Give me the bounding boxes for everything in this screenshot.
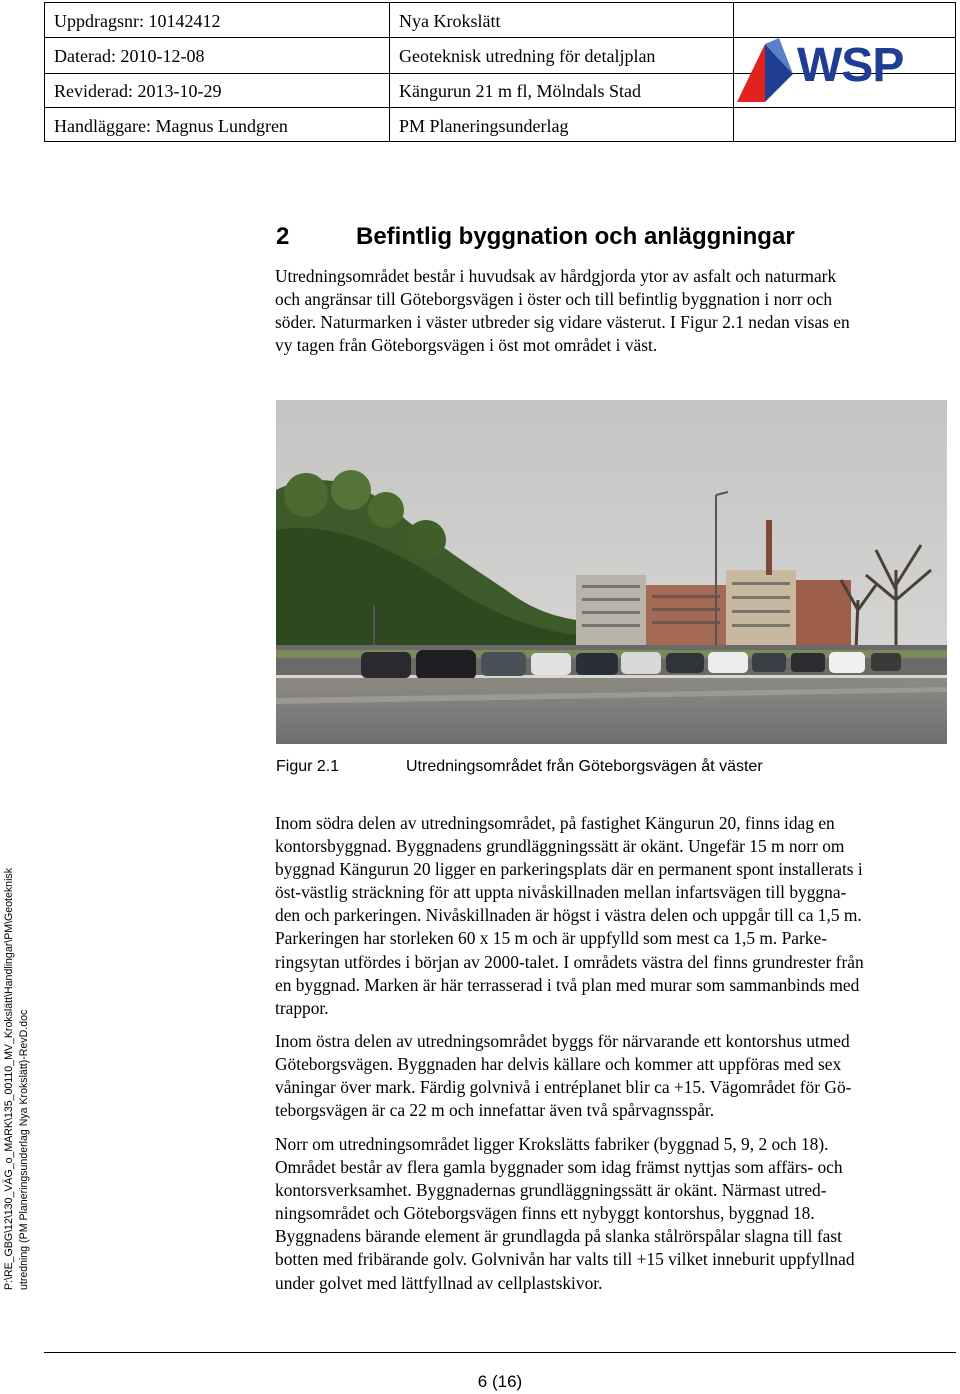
revised: Reviderad: 2013-10-29 [54,81,222,101]
wsp-logo-text: WSP [797,39,904,92]
text-line: Parkeringen har storleken 60 x 15 m och är uppfylld som mest ca 1,5 m. Parke- [275,928,828,949]
text-line: trappor. [275,997,329,1018]
text-line: söder. Naturmarken i väster utbreder sig vidare västerut. I Figur 2.1 nedan visas en [275,312,850,333]
text-line: under golvet med lättfyllnad av cellplastskivor. [275,1272,603,1293]
wsp-logo [735,36,925,104]
text-line: Norr om utredningsområdet ligger Krokslätts fabriker (byggnad 5, 9, 2 och 18). [275,1134,829,1154]
text-line: våningar över mark. Färdig golvnivå i entréplanet blir ca +15. Vägområdet för Gö- [275,1077,852,1098]
handler: Handläggare: Magnus Lundgren [54,116,288,136]
file-path [2,830,34,1290]
text-line: ringsytan utfördes i början av 2000-talet. I områdets västra del finns grundrester från [275,951,864,972]
report-subject: Geoteknisk utredning för detaljplan [399,46,656,66]
text-line: teborgsvägen är ca 22 m och innefattar även två spårvagnsspår. [275,1100,715,1121]
text-line: Byggnadens bärande element är grundlagda på slanka stålrörspålar slagna till fast [275,1226,842,1247]
assignment-number: Uppdragsnr: 10142412 [54,11,221,31]
text-line: kontorsverksamhet. Byggnadernas grundläggningssätt är okänt. Närmast utred- [275,1180,827,1201]
text-line: kontorsbyggnad. Byggnadens grundläggningssätt är okänt. Ungefär 15 m norr om [275,836,845,857]
section-heading [276,220,795,254]
paragraph-east [275,1030,955,1122]
page-number: 6 (16) [477,1372,523,1391]
section-title: Befintlig byggnation och anläggningar [356,223,795,250]
dated: Daterad: 2010-12-08 [54,46,205,66]
text-line: byggnad Kängurun 20 ligger en parkeringsplats där en permanent spont installerats i [275,859,863,880]
text-line: Utredningsområdet består i huvudsak av hårdgjorda ytor av asfalt och naturmark [275,266,837,286]
file-path-line: utredning (PM Planeringsunderlag Nya Krokslätt)-RevD.doc [18,1009,30,1290]
text-line: en byggnad. Marken är här terrasserad i två plan med murar som sammanbinds med [275,974,860,995]
paragraph-north [275,1133,955,1295]
text-line: den och parkeringen. Nivåskillnaden är högst i västra delen och uppgår till ca 1,5 m. [275,905,862,926]
text-line: Göteborgsvägen. Byggnaden har delvis källare och kommer att uppföras med sex [275,1054,842,1075]
paragraph-south [275,812,955,1020]
document-type: PM Planeringsunderlag [399,116,569,136]
project-name: Nya Krokslätt [399,11,501,31]
text-line: Området består av flera gamla byggnader som idag främst nyttjas som affärs- och [275,1157,843,1178]
text-line: Inom östra delen av utredningsområdet byggs för närvarande ett kontorshus utmed [275,1031,850,1051]
text-line: ningsområdet och Göteborgsvägen finns ett nybyggt kontorshus, byggnad 18. [275,1203,815,1224]
figure-label: Figur 2.1 [276,758,340,775]
footer-divider [44,1352,956,1353]
intro-paragraph [275,265,955,357]
file-path-line: P:\RE_GBG\12\130_VÄG_o_MARK\135_00110_MV_Krokslätt\Handlingar\PM\Geoteknisk [3,867,15,1290]
text-line: öst-västlig sträckning för att uppta nivåskillnaden mellan infartsvägen till byggna- [275,882,847,903]
text-line: botten med fribärande golv. Golvnivån har valts till +15 vilket inneburit uppfyllnad [275,1249,855,1270]
text-line: vy tagen från Göteborgsvägen i öst mot området i väst. [275,335,658,356]
site-photo [276,400,947,744]
report-location: Kängurun 21 m fl, Mölndals Stad [399,81,641,101]
text-line: Inom södra delen av utredningsområdet, på fastighet Kängurun 20, finns idag en [275,813,835,833]
wsp-logo-mark-icon [735,36,797,104]
figure-caption: Utredningsområdet från Göteborgsvägen åt väster [406,758,763,775]
section-number: 2 [276,223,290,250]
text-line: och angränsar till Göteborgsvägen i öster och till befintlig byggnation i norr och [275,289,833,310]
